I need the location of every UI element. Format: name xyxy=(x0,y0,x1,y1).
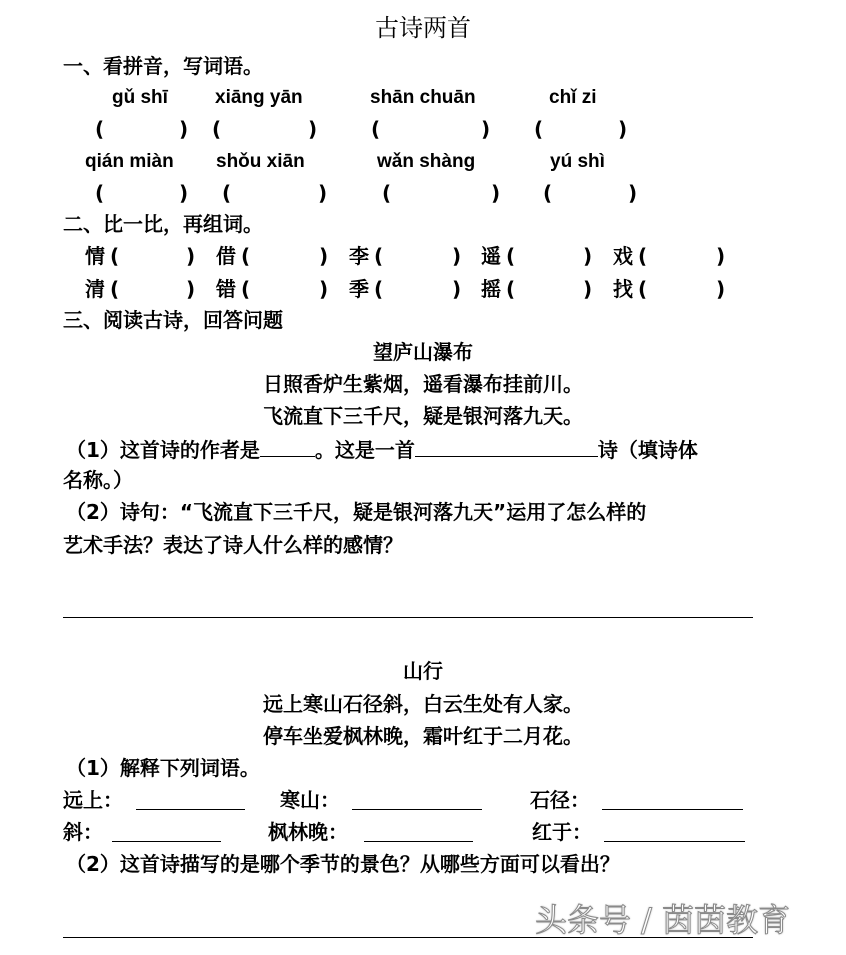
term-blank[interactable] xyxy=(352,809,482,810)
question-1-part3: 诗（填诗体 xyxy=(597,438,698,462)
compare-char: 清 xyxy=(85,277,105,301)
paren-close: ) xyxy=(583,244,593,268)
term-blank[interactable] xyxy=(602,809,743,810)
question-3: （1）解释下列词语。 xyxy=(66,756,260,780)
poem2-line2: 停车坐爱枫林晚，霜叶红于二月花。 xyxy=(263,724,583,748)
paren-close: ) xyxy=(186,244,196,268)
question-1-part2: 。这是一首 xyxy=(314,438,415,462)
term-blank[interactable] xyxy=(112,841,221,842)
poem1-line2: 飞流直下三千尺，疑是银河落九天。 xyxy=(263,404,583,428)
compare-char: 李 xyxy=(349,244,369,268)
paren-open: ( xyxy=(638,277,648,301)
question-1 xyxy=(66,438,698,460)
answer-paren-open: ( xyxy=(212,117,222,141)
compare-char: 摇 xyxy=(481,277,501,301)
paren-open: ( xyxy=(506,244,516,268)
pinyin-1: gǔ shī xyxy=(112,87,168,108)
paren-open: ( xyxy=(374,277,384,301)
paren-open: ( xyxy=(506,277,516,301)
paren-close: ) xyxy=(452,244,462,268)
paren-open: ( xyxy=(241,244,251,268)
paren-open: ( xyxy=(110,277,120,301)
question-1-part1: （1）这首诗的作者是 xyxy=(66,438,260,462)
paren-close: ) xyxy=(452,277,462,301)
paren-close: ) xyxy=(716,277,726,301)
pinyin-2: xiāng yān xyxy=(215,87,303,108)
watermark: 头条号 / 茵茵教育 xyxy=(535,901,791,939)
paren-close: ) xyxy=(319,277,329,301)
term-blank[interactable] xyxy=(364,841,473,842)
pinyin-5: qián miàn xyxy=(85,151,174,172)
paren-open: ( xyxy=(110,244,120,268)
poem2-line1: 远上寒山石径斜，白云生处有人家。 xyxy=(263,692,583,716)
paren-open: ( xyxy=(638,244,648,268)
paren-open: ( xyxy=(374,244,384,268)
pinyin-4: chǐ zi xyxy=(549,87,597,108)
answer-paren-open: ( xyxy=(382,181,392,205)
compare-char: 季 xyxy=(349,277,369,301)
answer-paren-close: ) xyxy=(179,181,189,205)
pinyin-6: shǒu xiān xyxy=(216,151,305,172)
paren-close: ) xyxy=(319,244,329,268)
answer-paren-close: ) xyxy=(618,117,628,141)
answer-paren-close: ) xyxy=(481,117,491,141)
compare-char: 找 xyxy=(613,277,633,301)
paren-close: ) xyxy=(583,277,593,301)
answer-paren-open: ( xyxy=(222,181,232,205)
poem1-title: 望庐山瀑布 xyxy=(373,340,473,364)
term-blank[interactable] xyxy=(604,841,745,842)
question-1-continued: 名称。） xyxy=(63,468,133,492)
term-label: 枫林晚： xyxy=(268,820,348,844)
answer-paren-close: ) xyxy=(491,181,501,205)
pinyin-8: yú shì xyxy=(550,151,605,172)
compare-char: 情 xyxy=(85,244,105,268)
term-label: 石径： xyxy=(530,788,590,812)
answer-line[interactable] xyxy=(63,617,753,618)
paren-close: ) xyxy=(716,244,726,268)
answer-paren-close: ) xyxy=(318,181,328,205)
poem1-line1: 日照香炉生紫烟，遥看瀑布挂前川。 xyxy=(263,372,583,396)
answer-paren-close: ) xyxy=(628,181,638,205)
compare-char: 戏 xyxy=(613,244,633,268)
page-title: 古诗两首 xyxy=(375,14,471,42)
paren-open: ( xyxy=(241,277,251,301)
term-label: 斜： xyxy=(63,820,103,844)
compare-char: 错 xyxy=(216,277,236,301)
term-label: 寒山： xyxy=(280,788,340,812)
term-blank[interactable] xyxy=(136,809,245,810)
section3-heading: 三、阅读古诗，回答问题 xyxy=(63,308,283,332)
answer-paren-open: ( xyxy=(95,181,105,205)
term-label: 红于： xyxy=(532,820,592,844)
answer-paren-open: ( xyxy=(534,117,544,141)
section1-heading: 一、看拼音，写词语。 xyxy=(63,54,263,78)
pinyin-3: shān chuān xyxy=(370,87,476,108)
question-2-line1: （2）诗句：“飞流直下三千尺，疑是银河落九天”运用了怎么样的 xyxy=(66,500,647,524)
question-4: （2）这首诗描写的是哪个季节的景色？从哪些方面可以看出？ xyxy=(66,852,620,876)
compare-char: 遥 xyxy=(481,244,501,268)
question-2-line2: 艺术手法？表达了诗人什么样的感情？ xyxy=(63,533,403,557)
author-blank[interactable] xyxy=(260,438,315,457)
answer-paren-open: ( xyxy=(371,117,381,141)
compare-char: 借 xyxy=(216,244,236,268)
genre-blank[interactable] xyxy=(415,438,598,457)
term-label: 远上： xyxy=(63,788,123,812)
answer-paren-close: ) xyxy=(179,117,189,141)
pinyin-7: wǎn shàng xyxy=(377,151,476,172)
answer-paren-open: ( xyxy=(543,181,553,205)
paren-close: ) xyxy=(186,277,196,301)
section2-heading: 二、比一比，再组词。 xyxy=(63,212,263,236)
poem2-title: 山行 xyxy=(403,659,443,683)
answer-paren-open: ( xyxy=(95,117,105,141)
answer-paren-close: ) xyxy=(308,117,318,141)
